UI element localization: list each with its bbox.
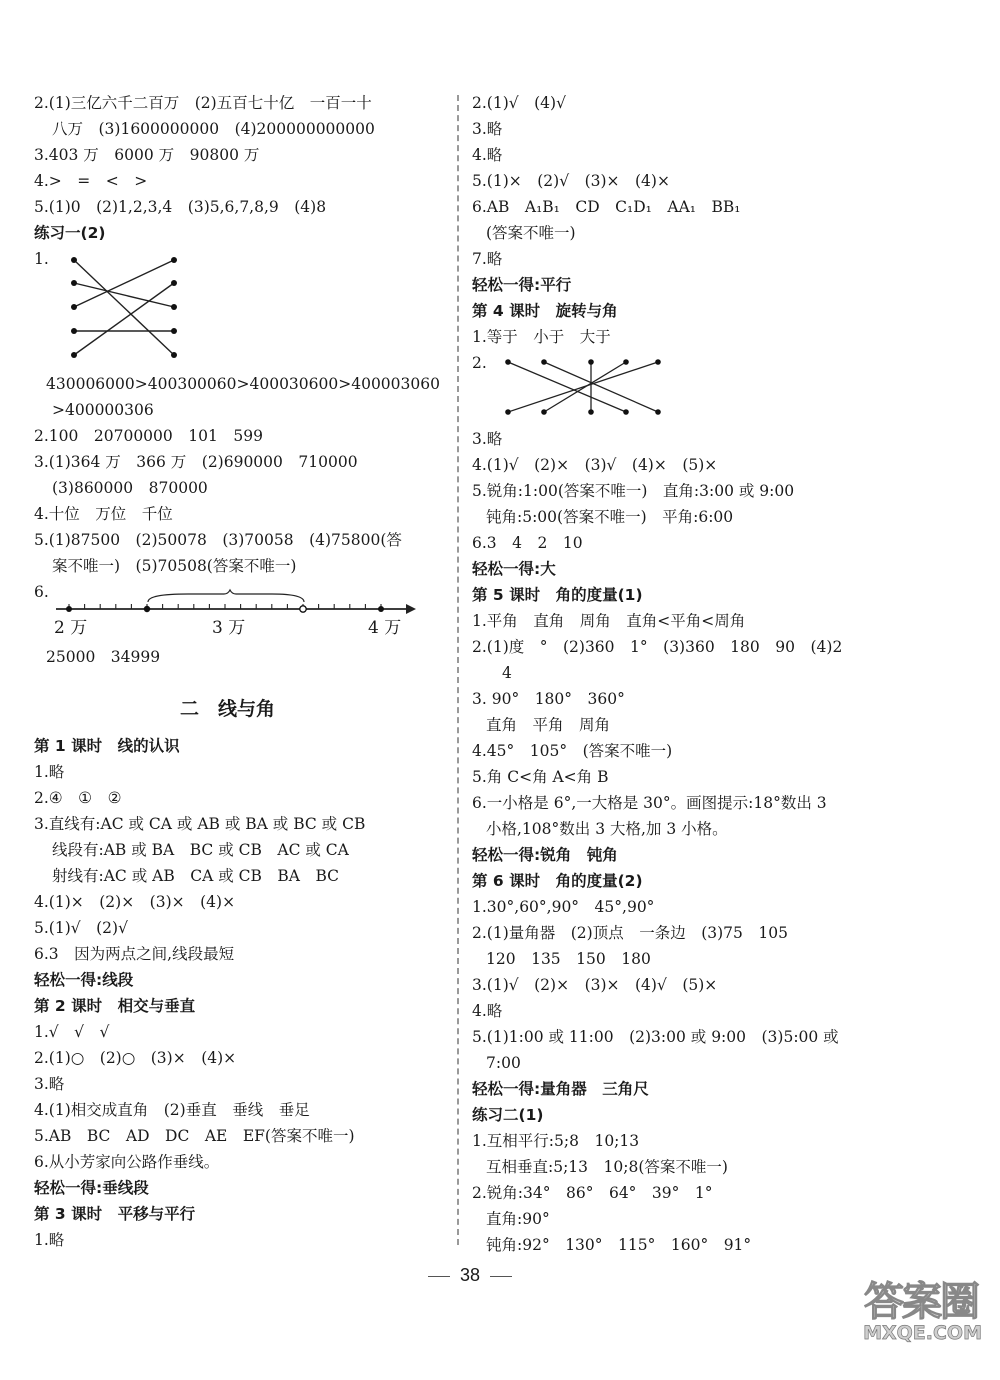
answer-line: 直角:90° xyxy=(486,1210,550,1228)
answer-line: 2.锐角:34° 86° 64° 39° 1° xyxy=(472,1184,713,1202)
answer-line: 120 135 150 180 xyxy=(486,950,651,968)
matching-lines-figure xyxy=(64,255,224,360)
answer-line: 5.(1)1:00 或 11:00 (2)3:00 或 9:00 (3)5:00 或 xyxy=(472,1028,839,1046)
answer-line: 7:00 xyxy=(486,1054,521,1072)
answer-line: 5.(1)87500 (2)50078 (3)70058 (4)75800(答 xyxy=(34,531,402,549)
answer-line: 1.√ √ √ xyxy=(34,1023,110,1041)
answer-line: 3.略 xyxy=(34,1075,65,1093)
lesson-heading: 第 6 课时 角的度量(2) xyxy=(472,872,643,890)
answer-line: 4.(1)√ (2)× (3)√ (4)× (5)× xyxy=(472,456,718,474)
answer-line: 4.略 xyxy=(472,1002,503,1020)
answer-line: 6.从小芳家向公路作垂线。 xyxy=(34,1153,220,1171)
watermark-logo xyxy=(862,1270,982,1370)
summary-line: 轻松一得:锐角 钝角 xyxy=(472,846,618,864)
answer-line: 25000 34999 xyxy=(46,648,161,666)
answer-line: 3.403 万 6000 万 90800 万 xyxy=(34,146,260,164)
answer-line: 6.3 因为两点之间,线段最短 xyxy=(34,945,235,963)
page-number xyxy=(410,1265,530,1286)
answer-line: 1.略 xyxy=(34,763,65,781)
answer-line: 钝角:5:00(答案不唯一) 平角:6:00 xyxy=(486,508,734,526)
watermark-url: MXQE.COM xyxy=(863,1322,982,1344)
answer-line: 4.十位 万位 千位 xyxy=(34,505,173,523)
answer-line: 2.100 20700000 101 599 xyxy=(34,427,263,445)
answer-line: (3)860000 870000 xyxy=(52,479,208,497)
column-divider xyxy=(457,95,459,1245)
page-number-dash xyxy=(490,1276,512,1277)
answer-line: 5.角 C<角 A<角 B xyxy=(472,768,609,786)
answer-line: 4.略 xyxy=(472,146,503,164)
answer-line: 430006000>400300060>400030600>400003060 xyxy=(46,375,440,393)
answer-line: 1.互相平行:5;8 10;13 xyxy=(472,1132,640,1150)
lesson-heading: 第 1 课时 线的认识 xyxy=(34,737,180,755)
answer-line: 5.(1)× (2)√ (3)× (4)× xyxy=(472,172,670,190)
answer-line: 线段有:AB 或 BA BC 或 CB AC 或 CA xyxy=(52,841,349,859)
answer-line: 互相垂直:5;13 10;8(答案不唯一) xyxy=(486,1158,728,1176)
answer-line: 2.(1)度 ° (2)360 1° (3)360 180 90 (4)2 xyxy=(472,638,843,656)
lesson-heading: 第 4 课时 旋转与角 xyxy=(472,302,618,320)
exercise-heading: 练习二(1) xyxy=(472,1106,544,1124)
answer-line: 4.(1)相交成直角 (2)垂直 垂线 垂足 xyxy=(34,1101,310,1119)
answer-line: 小格,108°数出 3 大格,加 3 小格。 xyxy=(486,820,728,838)
answer-line: 2.④ ① ② xyxy=(34,789,122,807)
summary-line: 轻松一得:平行 xyxy=(472,276,572,294)
answer-line: 直角 平角 周角 xyxy=(486,716,611,734)
answer-line: 5.AB BC AD DC AE EF(答案不唯一) xyxy=(34,1127,355,1145)
lesson-heading: 第 2 课时 相交与垂直 xyxy=(34,997,196,1015)
answer-line: 5.锐角:1:00(答案不唯一) 直角:3:00 或 9:00 xyxy=(472,482,795,500)
page-number-text: 38 xyxy=(459,1265,481,1285)
matching-lines-figure-2 xyxy=(500,358,670,420)
exercise-heading: 练习一(2) xyxy=(34,224,106,242)
lesson-heading: 第 5 课时 角的度量(1) xyxy=(472,586,643,604)
answer-line: 3.(1)364 万 366 万 (2)690000 710000 xyxy=(34,453,358,471)
answer-line: >400000306 xyxy=(52,401,154,419)
answer-line: 八万 (3)1600000000 (4)200000000000 xyxy=(52,120,375,138)
answer-line: 4.> = < > xyxy=(34,172,148,190)
answer-line: 6.AB A₁B₁ CD C₁D₁ AA₁ BB₁ xyxy=(472,198,741,216)
answer-line: 2.(1)√ (4)√ xyxy=(472,94,566,112)
answer-line: 1.等于 小于 大于 xyxy=(472,328,611,346)
question-number: 6. xyxy=(34,583,49,601)
answer-line: 2.(1)量角器 (2)顶点 一条边 (3)75 105 xyxy=(472,924,788,942)
answer-line: 6.一小格是 6°,一大格是 30°。画图提示:18°数出 3 xyxy=(472,794,827,812)
page-number-dash xyxy=(428,1276,450,1277)
question-number: 2. xyxy=(472,354,487,372)
answer-line: 5.(1)0 (2)1,2,3,4 (3)5,6,7,8,9 (4)8 xyxy=(34,198,327,216)
answer-line: 1.略 xyxy=(34,1231,65,1249)
watermark-stamp: 答案圈 xyxy=(864,1279,978,1325)
answer-line: 5.(1)√ (2)√ xyxy=(34,919,128,937)
answer-line: 1.平角 直角 周角 直角<平角<周角 xyxy=(472,612,746,630)
answer-line: 3. 90° 180° 360° xyxy=(472,690,625,708)
answer-line: 4.45° 105° (答案不唯一) xyxy=(472,742,673,760)
answer-line: 3.略 xyxy=(472,120,503,138)
answer-line: 钝角:92° 130° 115° 160° 91° xyxy=(486,1236,752,1254)
answer-line: 3.直线有:AC 或 CA 或 AB 或 BA 或 BC 或 CB xyxy=(34,815,366,833)
answer-line: 2.(1)○ (2)○ (3)× (4)× xyxy=(34,1049,237,1067)
answer-line: 1.30°,60°,90° 45°,90° xyxy=(472,898,655,916)
summary-line: 轻松一得:量角器 三角尺 xyxy=(472,1080,649,1098)
summary-line: 轻松一得:大 xyxy=(472,560,556,578)
answer-line: (答案不唯一) xyxy=(486,224,576,242)
answer-line: 案不唯一) (5)70508(答案不唯一) xyxy=(52,557,297,575)
answer-line: 6.3 4 2 10 xyxy=(472,534,583,552)
number-line xyxy=(54,590,424,620)
number-line-label: 4 万 xyxy=(368,618,402,638)
question-number: 1. xyxy=(34,250,49,268)
answer-line: 3.(1)√ (2)× (3)× (4)√ (5)× xyxy=(472,976,718,994)
summary-line: 轻松一得:线段 xyxy=(34,971,134,989)
answer-line: 7.略 xyxy=(472,250,503,268)
chapter-heading: 二 线与角 xyxy=(180,698,276,720)
lesson-heading: 第 3 课时 平移与平行 xyxy=(34,1205,196,1223)
number-line-label: 2 万 xyxy=(54,618,88,638)
answer-line: 2.(1)三亿六千二百万 (2)五百七十亿 一百一十 xyxy=(34,94,372,112)
answer-line: 3.略 xyxy=(472,430,503,448)
answer-line: 射线有:AC 或 AB CA 或 CB BA BC xyxy=(52,867,339,885)
answer-line: 4.(1)× (2)× (3)× (4)× xyxy=(34,893,236,911)
summary-line: 轻松一得:垂线段 xyxy=(34,1179,149,1197)
number-line-label: 3 万 xyxy=(212,618,246,638)
answer-line: 4 xyxy=(502,664,512,682)
